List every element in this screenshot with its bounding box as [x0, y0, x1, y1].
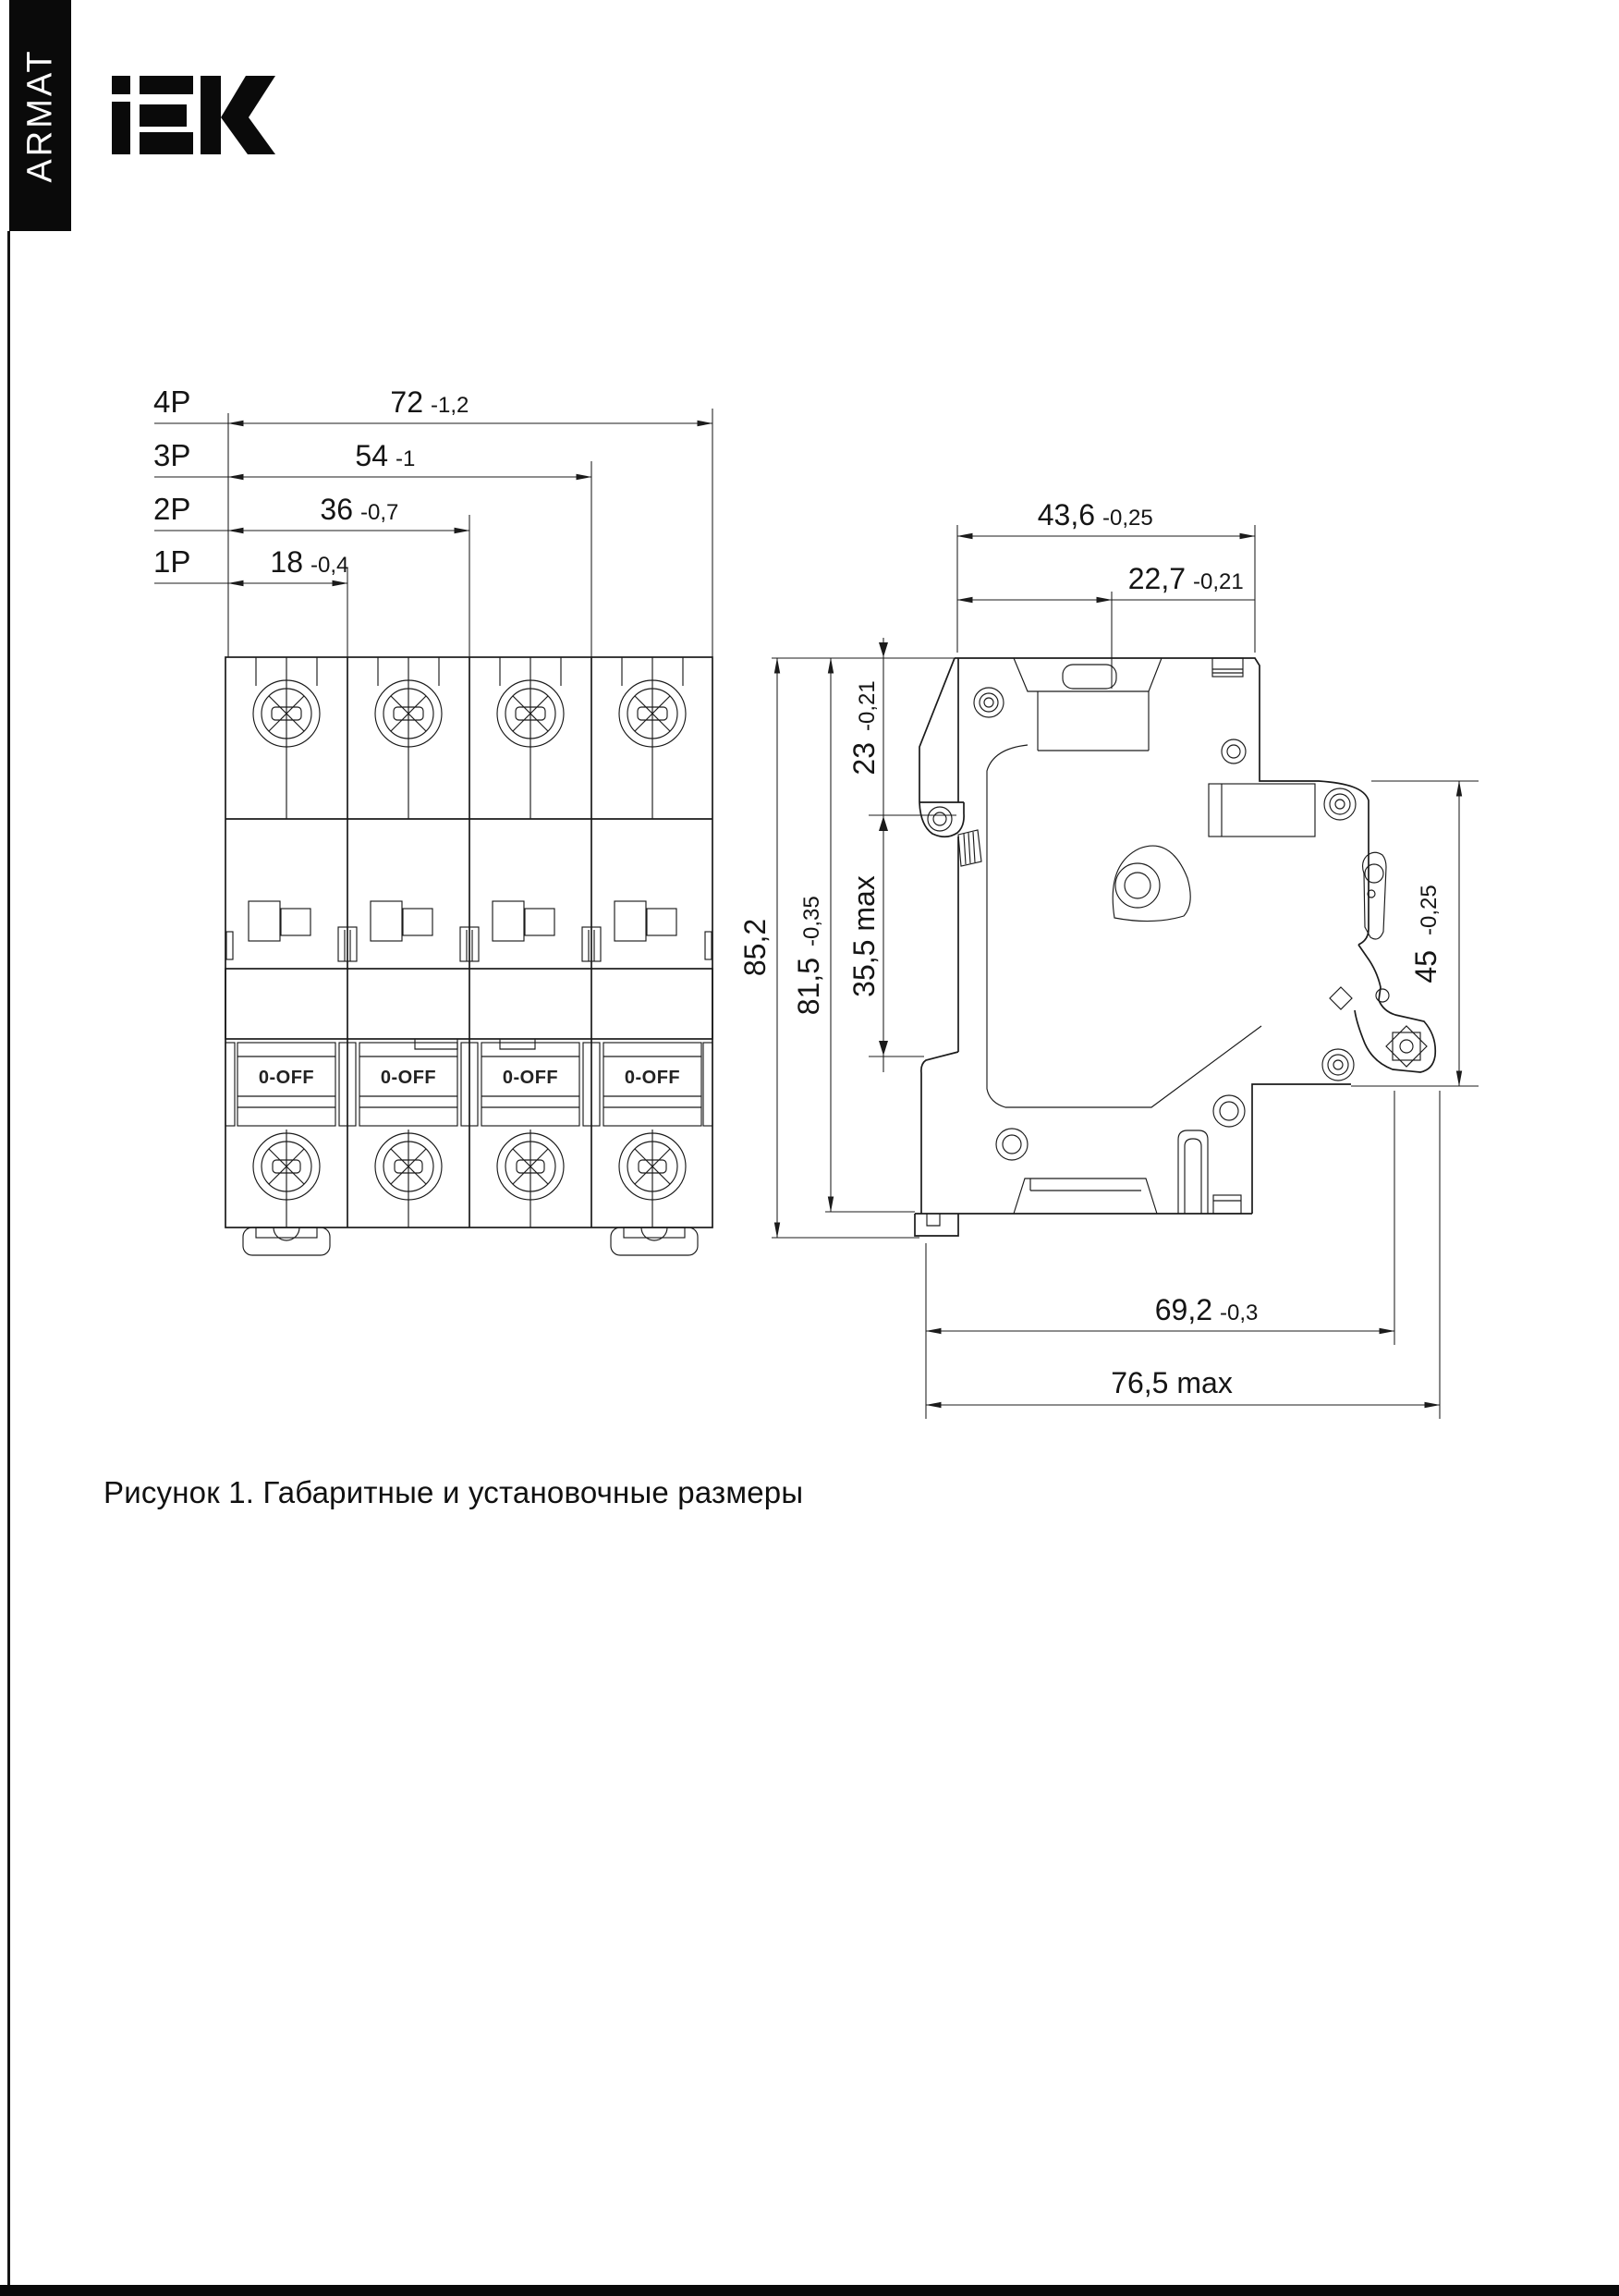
dim-width-43-6	[1038, 498, 1153, 531]
side-view	[738, 498, 1479, 1419]
dim-tolerance: -0,21	[1193, 569, 1244, 594]
dim-value: 45	[1409, 950, 1442, 983]
dim-value: 69,2	[1154, 1293, 1212, 1326]
handle-marking: 0-OFF	[502, 1068, 559, 1088]
dim-tolerance: -0,3	[1220, 1301, 1259, 1325]
dim-din-height-45	[1409, 885, 1442, 983]
dim-tolerance: -0,4	[310, 553, 349, 578]
pole-label: 4P	[153, 385, 191, 419]
dim-tolerance: -0,25	[1102, 506, 1153, 531]
dim-4p-width	[153, 385, 469, 419]
dim-value: 85,2	[738, 918, 772, 977]
dim-tolerance: -1	[396, 446, 416, 471]
handle-marking: 0-OFF	[380, 1068, 437, 1088]
front-dimension-lines	[154, 409, 712, 657]
front-view	[153, 385, 712, 1255]
series-label: ARMAT	[20, 48, 59, 183]
dim-3p-width	[153, 438, 415, 472]
dim-tolerance: -0,25	[1417, 885, 1442, 935]
dim-tolerance: -0,7	[360, 500, 399, 525]
dim-body-depth-69-2	[1155, 1293, 1259, 1326]
dim-value: 23	[847, 742, 881, 776]
dim-value: 43,6	[1037, 498, 1095, 531]
pole-label: 1P	[153, 544, 191, 579]
dim-handle-depth-35-5	[847, 875, 881, 997]
dim-overall-depth-76-5	[1111, 1366, 1233, 1399]
dim-value: 35,5 max	[847, 875, 881, 997]
dim-value: 54	[355, 439, 388, 472]
dim-tolerance: -0,35	[799, 896, 824, 946]
pole-label: 3P	[153, 438, 191, 472]
dim-value: 18	[270, 545, 303, 579]
dim-body-height-81-5	[792, 896, 825, 1015]
dim-1p-width	[153, 544, 348, 579]
dim-value: 81,5	[792, 958, 825, 1016]
dim-2p-width	[153, 492, 398, 526]
dim-value: 76,5 max	[1111, 1366, 1233, 1399]
figure-caption: Рисунок 1. Габаритные и установочные размеры	[103, 1475, 804, 1509]
handle-marking: 0-OFF	[624, 1068, 681, 1088]
dim-value: 72	[390, 385, 423, 419]
dim-handle-offset-22-7	[1128, 562, 1244, 595]
handle-marking: 0-OFF	[258, 1068, 315, 1088]
dim-tolerance: -1,2	[431, 393, 469, 418]
dim-tolerance: -0,21	[855, 680, 880, 731]
dim-value: 36	[320, 493, 353, 526]
pole-label: 2P	[153, 492, 191, 526]
dim-value: 22,7	[1127, 562, 1186, 595]
dim-overall-height-85-2	[738, 919, 772, 976]
dim-top-recess-23	[847, 680, 881, 775]
